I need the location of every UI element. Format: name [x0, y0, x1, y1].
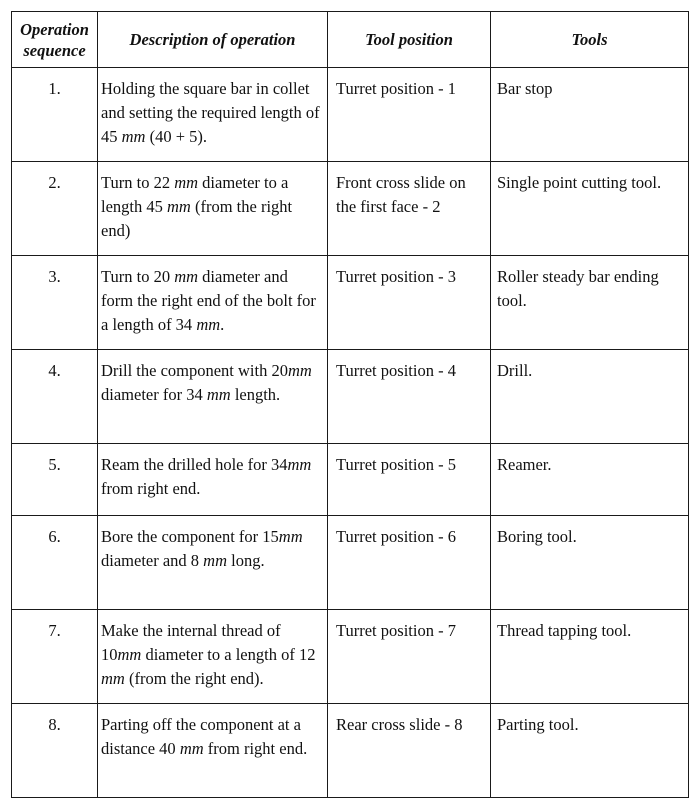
- desc-unit: mm: [278, 527, 303, 546]
- sequence-cell: 4.: [12, 350, 98, 444]
- header-operation-sequence: Operation sequence: [12, 12, 98, 68]
- desc-text: diameter for 34: [101, 385, 207, 404]
- desc-text: diameter to a length 45: [101, 173, 289, 216]
- desc-unit: mm: [121, 127, 146, 146]
- desc-text: (from the right end).: [124, 669, 264, 688]
- table-row: [12, 68, 689, 162]
- desc-unit: mm: [206, 385, 231, 404]
- description-cell: [98, 350, 328, 444]
- desc-text: Turn to 20: [101, 267, 175, 286]
- desc-text: Holding the square bar in collet and setting the required length of 45: [101, 79, 320, 146]
- description-cell: [98, 516, 328, 610]
- sequence-cell: 8.: [12, 704, 98, 798]
- desc-text: Make the internal thread of 10: [101, 621, 281, 664]
- description-cell: [98, 704, 328, 798]
- desc-text: diameter and 8: [101, 551, 204, 570]
- desc-text: Drill the component with 20: [101, 361, 288, 380]
- desc-text: from right end.: [203, 739, 308, 758]
- tool-position-cell: Turret position - 6: [328, 516, 491, 610]
- tool-position-cell: Rear cross slide - 8: [328, 704, 491, 798]
- table-row: [12, 704, 689, 798]
- table-row: [12, 256, 689, 350]
- desc-unit: mm: [203, 551, 228, 570]
- sequence-cell: 7.: [12, 610, 98, 704]
- header-tools: Tools: [491, 12, 689, 68]
- tool-position-cell: Turret position - 7: [328, 610, 491, 704]
- tools-cell: Roller steady bar ending tool.: [491, 256, 689, 350]
- tools-cell: Bar stop: [491, 68, 689, 162]
- tool-position-cell: Turret position - 4: [328, 350, 491, 444]
- header-description: Description of operation: [98, 12, 328, 68]
- desc-text: (from the right end): [101, 197, 293, 240]
- desc-text: Ream the drilled hole for 34: [101, 455, 288, 474]
- tool-position-cell: Front cross slide on the first face - 2: [328, 162, 491, 256]
- desc-text: from right end.: [101, 479, 201, 498]
- desc-unit: mm: [117, 645, 142, 664]
- tool-position-cell: Turret position - 3: [328, 256, 491, 350]
- tools-cell: Parting tool.: [491, 704, 689, 798]
- header-tool-position: Tool position: [328, 12, 491, 68]
- desc-unit: mm: [174, 267, 199, 286]
- desc-text: Bore the component for 15: [101, 527, 279, 546]
- description-cell: [98, 68, 328, 162]
- sequence-cell: 5.: [12, 444, 98, 516]
- desc-unit: mm: [167, 197, 191, 216]
- desc-text: diameter to a length of 12: [141, 645, 316, 664]
- desc-unit: mm: [196, 315, 221, 334]
- desc-unit: mm: [101, 669, 125, 688]
- desc-text: (40 + 5).: [145, 127, 208, 146]
- description-cell: [98, 256, 328, 350]
- tools-cell: Thread tapping tool.: [491, 610, 689, 704]
- table-row: [12, 162, 689, 256]
- desc-text: Turn to 22: [101, 173, 175, 192]
- desc-text: Parting off the component at a distance 40: [101, 715, 301, 758]
- sequence-cell: 3.: [12, 256, 98, 350]
- tool-position-cell: Turret position - 5: [328, 444, 491, 516]
- sequence-cell: 1.: [12, 68, 98, 162]
- desc-unit: mm: [179, 739, 204, 758]
- description-cell: [98, 162, 328, 256]
- tools-cell: Boring tool.: [491, 516, 689, 610]
- operations-table: [11, 11, 689, 798]
- operations-table-container: [11, 11, 689, 798]
- tools-cell: Single point cutting tool.: [491, 162, 689, 256]
- description-cell: [98, 444, 328, 516]
- tool-position-cell: Turret position - 1: [328, 68, 491, 162]
- desc-unit: mm: [287, 361, 312, 380]
- tools-cell: Drill.: [491, 350, 689, 444]
- table-row: [12, 516, 689, 610]
- header-row: [12, 12, 689, 68]
- desc-text: length.: [230, 385, 281, 404]
- desc-text: long.: [227, 551, 265, 570]
- table-row: [12, 350, 689, 444]
- table-row: [12, 610, 689, 704]
- sequence-cell: 6.: [12, 516, 98, 610]
- table-row: [12, 444, 689, 516]
- desc-unit: mm: [174, 173, 199, 192]
- desc-text: diameter and form the right end of the bolt for a length of 34: [101, 267, 316, 334]
- desc-text: .: [220, 315, 225, 334]
- tools-cell: Reamer.: [491, 444, 689, 516]
- sequence-cell: 2.: [12, 162, 98, 256]
- desc-unit: mm: [287, 455, 312, 474]
- description-cell: [98, 610, 328, 704]
